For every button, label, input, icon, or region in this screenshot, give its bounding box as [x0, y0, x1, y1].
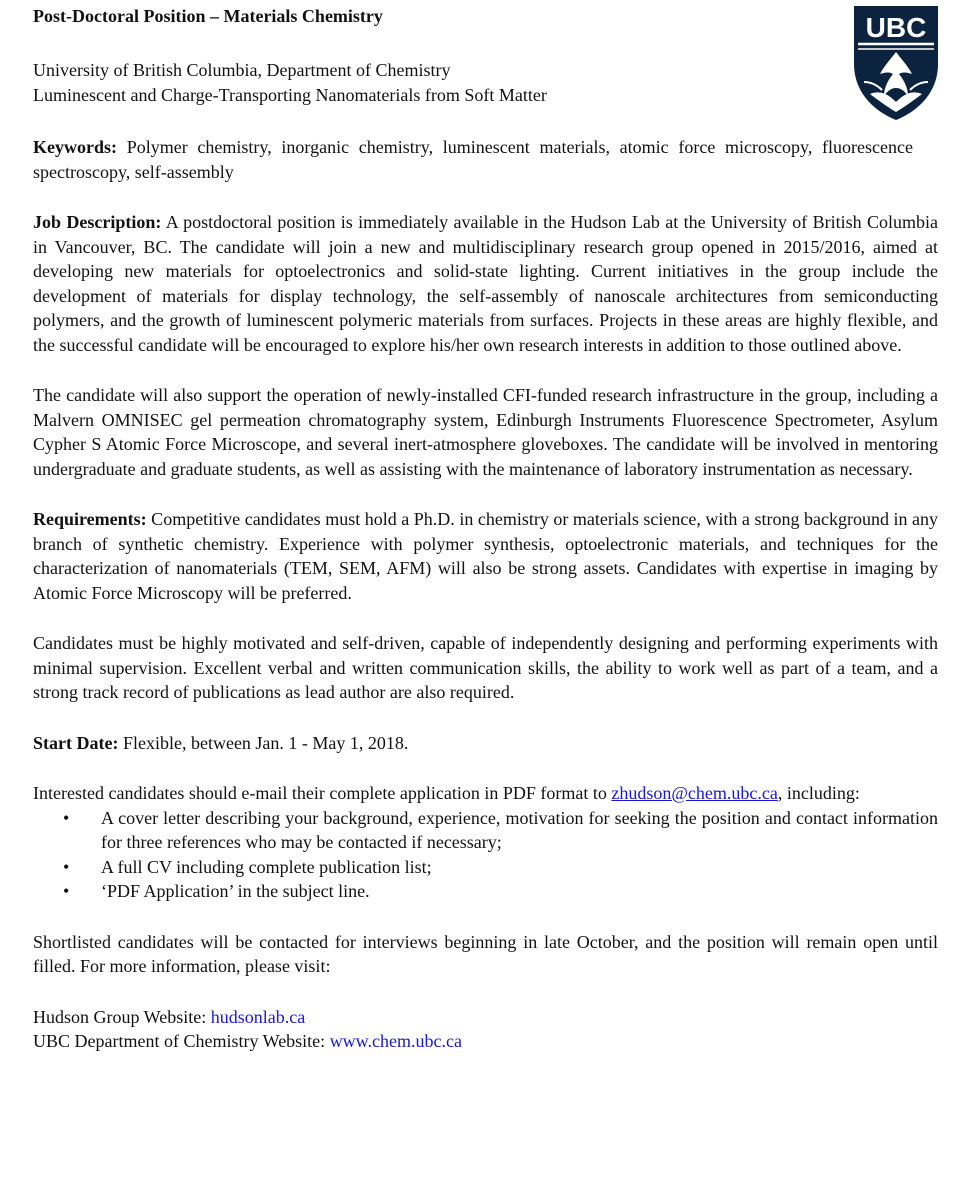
bullet-icon: •: [63, 881, 70, 901]
subheading: [33, 58, 938, 107]
start-date-paragraph: [33, 731, 938, 756]
list-item-text: ‘PDF Application’ in the subject line.: [101, 881, 370, 901]
dept-website-label: UBC Department of Chemistry Website:: [33, 1031, 330, 1051]
application-intro: Interested candidates should e-mail their complete application in PDF format to: [33, 783, 612, 803]
closing-paragraph: Shortlisted candidates will be contacted for interviews beginning in late October, and the position will remain open until filled. For more information, please visit:: [33, 931, 938, 976]
list-item: [61, 855, 938, 880]
bullet-icon: •: [63, 856, 70, 877]
infrastructure-paragraph: The candidate will also support the operation of newly-installed CFI-funded research infrastructure in the group, including a Malvern OMNISEC gel permeation chromatography system, Edinburgh Instruments Fluorescence Spectrometer, Asylum Cypher S Atomic Force Microscope, and several inert-atmosphere gloveboxes. The candidate will be involved in mentoring undergraduate and graduate students, as well as assisting with the maintenance of laboratory instrumentation as necessary.: [33, 385, 938, 479]
requirements-label: Requirements:: [33, 509, 147, 529]
page-title: Post-Doctoral Position – Materials Chemistry: [33, 6, 383, 26]
start-date-label: Start Date:: [33, 732, 119, 753]
job-description-paragraph: [33, 210, 938, 357]
start-date-text: Flexible, between Jan. 1 - May 1, 2018.: [118, 732, 409, 753]
requirements-text: Competitive candidates must hold a Ph.D. in chemistry or materials science, with a strong background in any branch of synthetic chemistry. Experience with polymer synthesis, optoelectronic materials, and techniques for the characterization of nanomaterials (TEM, SEM, AFM) will also be strong assets. Candidates with expertise in imaging by Atomic Force Microscopy will be preferred.: [33, 509, 938, 603]
application-requirements-list: [33, 806, 938, 904]
group-website-link[interactable]: hudsonlab.ca: [210, 1006, 306, 1027]
document-body: [33, 4, 938, 1054]
list-item-text: A full CV including complete publication list;: [101, 856, 432, 877]
ubc-logo-text: UBC: [865, 12, 927, 43]
job-description-label: Job Description:: [33, 212, 162, 232]
dept-website-line: [33, 1029, 938, 1054]
keywords-label: Keywords:: [33, 137, 117, 157]
dept-website-link[interactable]: www.chem.ubc.ca: [329, 1031, 462, 1051]
links-section: [33, 1005, 938, 1054]
application-paragraph: [33, 781, 938, 806]
list-item: [61, 879, 938, 904]
keywords-text: Polymer chemistry, inorganic chemistry, luminescent materials, atomic force microscopy, fluorescence spectroscopy, self-assembly: [33, 137, 913, 182]
candidate-qualities-paragraph: Candidates must be highly motivated and self-driven, capable of independently designing and performing experiments with minimal supervision. Excellent verbal and written communication skills, the ability to work well as part of a team, and a strong track record of publications as lead author are also required.: [33, 633, 938, 702]
list-item-text: A cover letter describing your background, experience, motivation for seeking the position and contact information for three references who may be contacted if necessary;: [101, 807, 938, 852]
project-line: Luminescent and Charge-Transporting Nanomaterials from Soft Matter: [33, 84, 547, 105]
bullet-icon: •: [63, 807, 70, 828]
institution-line: University of British Columbia, Department of Chemistry: [33, 60, 451, 80]
email-link[interactable]: zhudson@chem.ubc.ca: [611, 783, 778, 803]
application-intro-end: , including:: [777, 783, 860, 803]
job-description-text: A postdoctoral position is immediately available in the Hudson Lab at the University of British Columbia in Vancouver, BC. The candidate will join a new and multidisciplinary research group opened in 2015/2016, aimed at developing new materials for optoelectronics and solid-state lighting. Current initiatives in the group include the development of materials for display technology, the self-assembly of nanoscale architectures from semiconducting polymers, and the growth of luminescent polymeric materials from surfaces. Projects in these areas are highly flexible, and the successful candidate will be encouraged to explore his/her own research interests in addition to those outlined above.: [33, 212, 938, 355]
keywords-paragraph: [33, 135, 913, 184]
group-website-line: [33, 1005, 938, 1030]
requirements-paragraph: [33, 507, 938, 605]
list-item: [61, 806, 938, 855]
group-website-label: Hudson Group Website:: [33, 1006, 211, 1027]
